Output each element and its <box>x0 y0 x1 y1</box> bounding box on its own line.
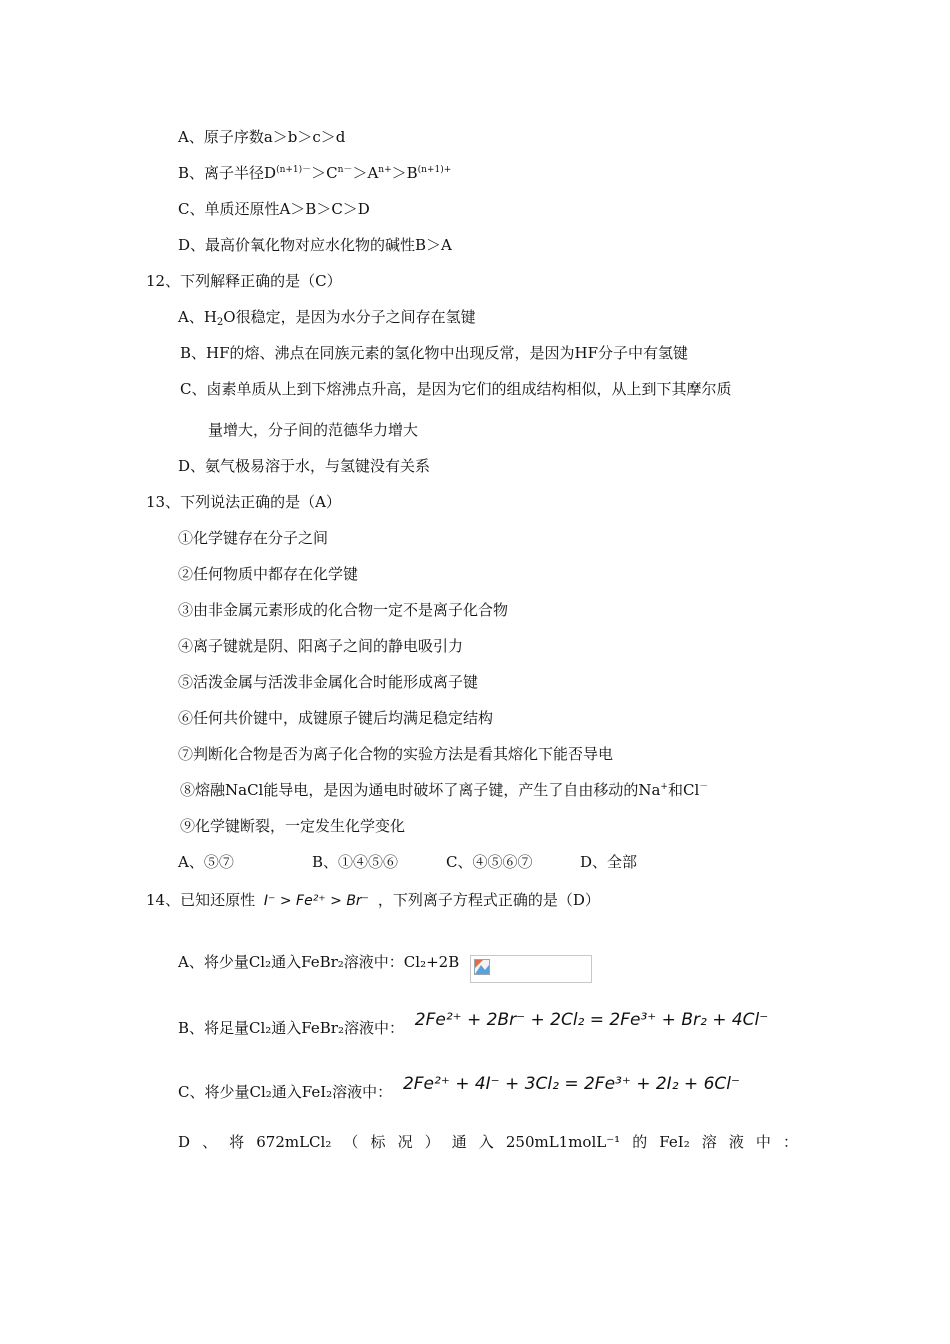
q13-item-9: ⑨化学键断裂，一定发生化学变化 <box>180 817 406 835</box>
q11-option-a: A、原子序数a＞b＞c＞d <box>178 128 346 146</box>
q13-item-7: ⑦判断化合物是否为离子化合物的实验方法是看其熔化下能否导电 <box>178 745 614 763</box>
q13-choice-c: C、④⑤⑥⑦ <box>446 853 533 871</box>
q14-option-b: B、将足量Cl₂通入FeBr₂溶液中： 2Fe²⁺ + 2Br⁻ + 2Cl₂ = 2Fe³⁺ + Br₂ + 4Cl⁻ <box>178 1010 769 1037</box>
q11-option-c: C、单质还原性A＞B＞C＞D <box>178 200 370 218</box>
q13-item-1: ①化学键存在分子之间 <box>178 529 329 547</box>
broken-image-placeholder <box>470 955 592 983</box>
q12-stem: 12、下列解释正确的是（C） <box>146 272 342 290</box>
q14-option-a: A、将少量Cl₂通入FeBr₂溶液中：Cl₂+2B <box>178 953 460 971</box>
q13-item-6: ⑥任何共价键中，成键原子键后均满足稳定结构 <box>178 709 494 727</box>
q13-item-3: ③由非金属元素形成的化合物一定不是离子化合物 <box>178 601 509 619</box>
q13-choice-a: A、⑤⑦ <box>178 853 234 871</box>
q12-option-b: B、HF的熔、沸点在同族元素的氢化物中出现反常，是因为HF分子中有氢键 <box>180 344 689 362</box>
q13-choice-d: D、全部 <box>580 853 638 871</box>
q12-option-c-continued: 量增大，分子间的范德华力增大 <box>208 421 419 439</box>
q13-item-8: ⑧熔融NaCl能导电，是因为通电时破坏了离子键，产生了自由移动的Na+和Cl－ <box>180 781 709 799</box>
broken-image-icon <box>474 959 490 975</box>
q13-choice-b: B、①④⑤⑥ <box>312 853 399 871</box>
q12-option-d: D、氨气极易溶于水，与氢键没有关系 <box>178 457 431 475</box>
q14-option-d: D、将672mLCl₂（标况）通入250mL1molL⁻¹的FeI₂溶液中： <box>178 1133 798 1151</box>
q14-option-c-equation: 2Fe²⁺ + 4I⁻ + 3Cl₂ = 2Fe³⁺ + 2I₂ + 6Cl⁻ <box>402 1074 740 1094</box>
q14-stem: 14、已知还原性 I⁻ > Fe²⁺ > Br⁻ ，下列离子方程式正确的是（D） <box>146 891 600 909</box>
q11-option-b: B、离子半径$D^{(n+1)-}>C^{n-}>A^{n+}>B^{(n+1)+}$ <box>178 164 452 182</box>
q12-option-a: A、$H_2O$很稳定，是因为水分子之间存在氢键 <box>178 308 476 328</box>
q12-option-c: C、卤素单质从上到下熔沸点升高，是因为它们的组成结构相似，从上到下其摩尔质 <box>180 380 732 398</box>
reduction-order-formula: I⁻ > Fe²⁺ > Br⁻ <box>263 893 370 909</box>
q13-item-2: ②任何物质中都存在化学键 <box>178 565 359 583</box>
q13-stem: 13、下列说法正确的是（A） <box>146 493 341 511</box>
q14-option-b-equation: 2Fe²⁺ + 2Br⁻ + 2Cl₂ = 2Fe³⁺ + Br₂ + 4Cl⁻ <box>414 1010 769 1030</box>
q13-choices <box>178 852 637 872</box>
q13-item-4: ④离子键就是阴、阳离子之间的静电吸引力 <box>178 637 464 655</box>
q14-option-c: C、将少量Cl₂通入FeI₂溶液中： 2Fe²⁺ + 4I⁻ + 3Cl₂ = 2Fe³⁺ + 2I₂ + 6Cl⁻ <box>178 1074 740 1101</box>
q11-option-d: D、最高价氧化物对应水化物的碱性B＞A <box>178 236 452 254</box>
q13-item-5: ⑤活泼金属与活泼非金属化合时能形成离子键 <box>178 673 479 691</box>
